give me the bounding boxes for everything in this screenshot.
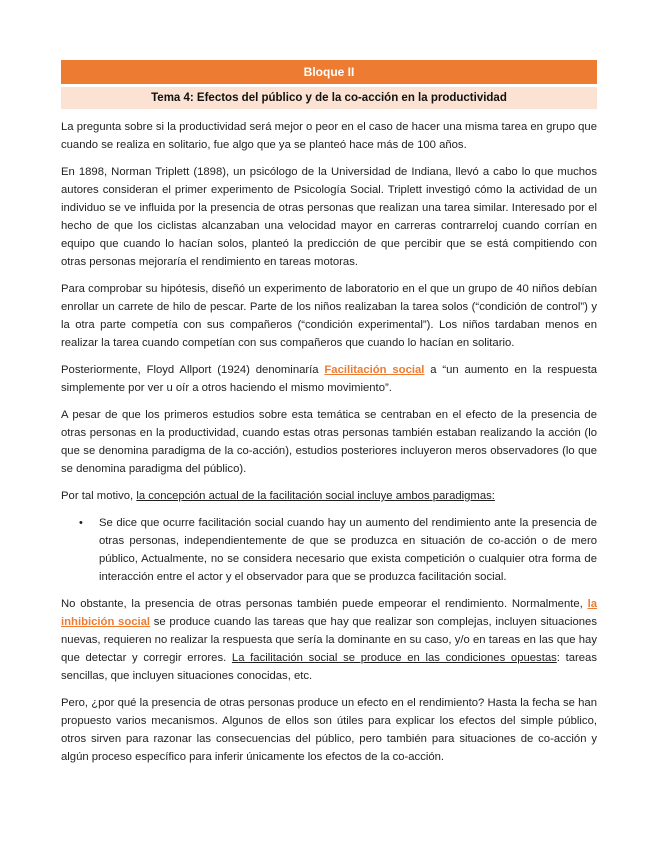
paragraph-6-text-a: Por tal motivo, [61, 490, 137, 502]
paragraph-4 [61, 361, 597, 397]
paragraph-7-text-a: No obstante, la presencia de otras personas también puede empeorar el rendimiento. Normalmente, [61, 598, 588, 610]
list-item-text: Se dice que ocurre facilitación social cuando hay un aumento del rendimiento ante la presencia de otras personas, independientemente de que se produzca en situación de co-acción o de mero público, Actualmente, no se considera necesario que exista competición o cualquier otra forma de interacción entre el actor y el observador para que se produzca facilitación social. [99, 517, 597, 583]
paragraph-5: A pesar de que los primeros estudios sobre esta temática se centraban en el efecto de la presencia de otras personas en la productividad, cuando estas otras personas también estaban realizando la acción (lo que se denomina paradigma de la co-acción), estudios posteriores incluyeron meros observadores (lo que se denomina paradigma del público). [61, 409, 597, 475]
paragraph-4-text-b: a “un aumento en la respuesta simplemente por ver u oír a otros haciendo el mismo movimiento”. [61, 364, 597, 394]
bullet-icon: • [79, 517, 83, 529]
paragraph-7-underlined: La facilitación social se produce en las condiciones opuestas [231, 652, 557, 664]
inhibicion-social-link[interactable]: la inhibición social [61, 598, 597, 628]
list-item [79, 514, 597, 586]
paragraph-3: Para comprobar su hipótesis, diseñó un experimento de laboratorio en el que un grupo de 40 niños debían enrollar un carrete de hilo de pescar. Parte de los niños realizaban la tarea solos (“condición de control”) y la otra parte competía con sus compañeros (“condición experimental”). Los niños tardaban menos en realizar la tarea cuando competían con sus compañeros que cuando lo hacían en solitario. [61, 283, 597, 349]
paragraph-7-text-c: : tareas sencillas, que incluyen situaciones conocidas, etc. [61, 652, 597, 682]
paragraph-2: En 1898, Norman Triplett (1898), un psicólogo de la Universidad de Indiana, llevó a cabo lo que muchos autores consideran el primer experimento de Psicología Social. Triplett investigó cómo la actividad de un individuo se ve influida por la presencia de otras personas que realizan una tarea similar. Interesado por el hecho de que los ciclistas alcanzaban una velocidad mayor en carreras contrarreloj cuando corrían en equipo que cuando lo hacían solos, planteó la predicción de que percibir que se está compitiendo con otras personas mejoraría el rendimiento en tareas motoras. [61, 166, 597, 268]
topic-header-bar [61, 87, 597, 109]
paragraph-6 [61, 487, 597, 505]
paragraph-8: Pero, ¿por qué la presencia de otras personas produce un efecto en el rendimiento? Hasta la fecha se han propuesto varios mecanismos. Algunos de ellos son útiles para explicar los efectos del simple público, otros sirven para razonar las consecuencias del público, pero también para situaciones de co-acción y algún proceso específico para inferir únicamente los efectos de la co-acción. [61, 697, 597, 763]
section-header-bar [61, 60, 597, 84]
tema-title: Tema 4: Efectos del público y de la co-acción en la productividad [151, 92, 507, 104]
bullet-list [61, 514, 597, 586]
facilitacion-social-link[interactable]: Facilitación social [324, 364, 425, 376]
paragraph-1: La pregunta sobre si la productividad será mejor o peor en el caso de hacer una misma tarea en grupo que cuando se realiza en solitario, fue algo que ya se planteó hace más de 100 años. [61, 121, 597, 151]
paragraph-6-underlined: la concepción actual de la facilitación social incluye ambos paradigmas: [136, 490, 495, 502]
paragraph-4-text-a: Posteriormente, Floyd Allport (1924) denominaría [61, 364, 325, 376]
paragraph-7 [61, 595, 597, 685]
paragraph-7-text-b: se produce cuando las tareas que hay que realizar son complejas, incluyen situaciones nuevas, requieren no realizar la respuesta que sería la dominante en su caso, y/o en tareas en las que hay que detectar y corregir errores. [61, 616, 597, 664]
bloque-title: Bloque II [303, 65, 355, 79]
